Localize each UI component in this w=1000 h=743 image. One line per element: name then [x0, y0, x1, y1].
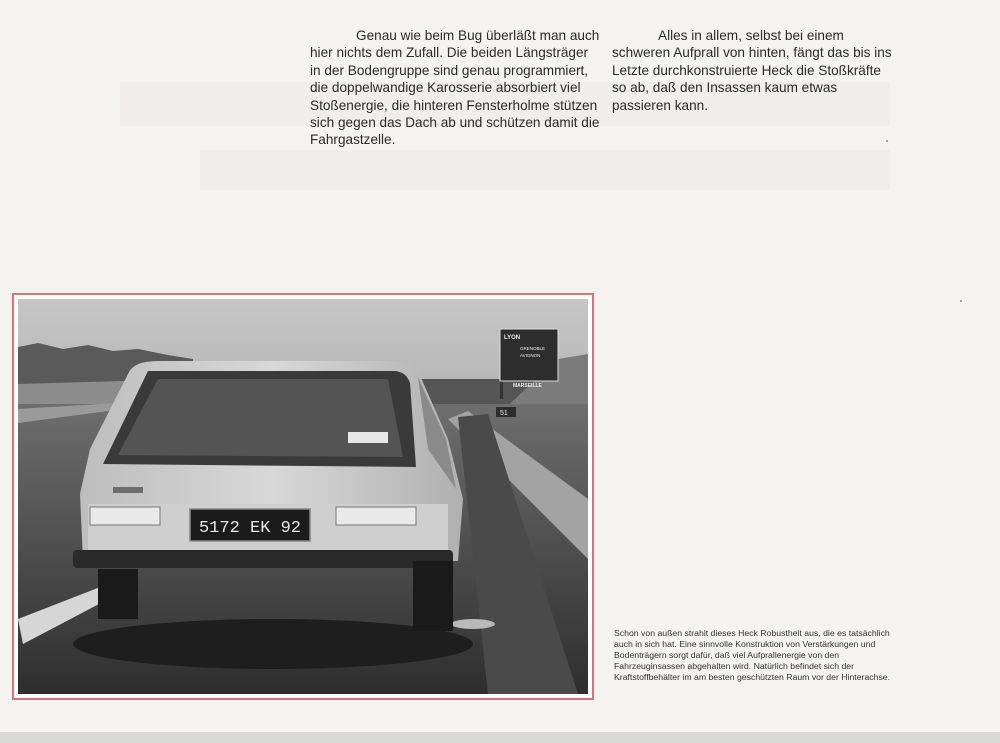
- photo-frame: [12, 293, 594, 700]
- car-photo-illustration: [18, 299, 588, 694]
- body-text-column-1: [310, 27, 600, 149]
- road-marker-number: 51: [500, 410, 508, 417]
- car-rear-photo: [18, 299, 588, 694]
- paper-speck: [886, 140, 888, 142]
- show-through-shadow: [200, 150, 890, 190]
- lane-marking: [451, 619, 495, 629]
- body-paragraph: Alles in allem, selbst bei einem schweren Aufprall von hinten, fängt das bis ins Letzte durchkonstruierte Heck die Stoßkräfte so ab, daß den Insassen kaum etwas passieren kann.: [612, 28, 892, 113]
- body-paragraph: Genau wie beim Bug überläßt man auch hier nichts dem Zufall. Die beiden Längsträger in der Bodengruppe sind genau programmiert, die doppelwandige Karosserie absorbiert viel Stoßenergie, die hinteren Fensterholme stützen sich gegen das Dach ab und schützen damit die Fahrgastzelle.: [310, 28, 600, 148]
- photo-caption: Schon von außen strahlt dieses Heck Robustheit aus, die es tatsächlich auch in sich hat. Eine sinnvolle Konstruktion von Verstärkungen und Bodenträgern sorgt dafür, daß viel Aufprallenergie von den Fahrzeuginsassen abgehalten wird. Natürlich befindet sich der Kraftstoffbehälter im am besten geschützten Raum vor der Hinterachse.: [614, 628, 891, 682]
- sign-line: AVIGNON: [520, 353, 541, 358]
- license-plate: 5172 EK 92: [198, 519, 302, 538]
- page-bottom-edge: [0, 732, 1000, 743]
- sign-line: LYON: [504, 335, 521, 341]
- paper-speck: [960, 300, 962, 302]
- sign-line: MARSEILLE: [513, 383, 542, 389]
- body-text-column-2: [612, 27, 894, 114]
- sign-line: GRENOBLE: [520, 346, 546, 351]
